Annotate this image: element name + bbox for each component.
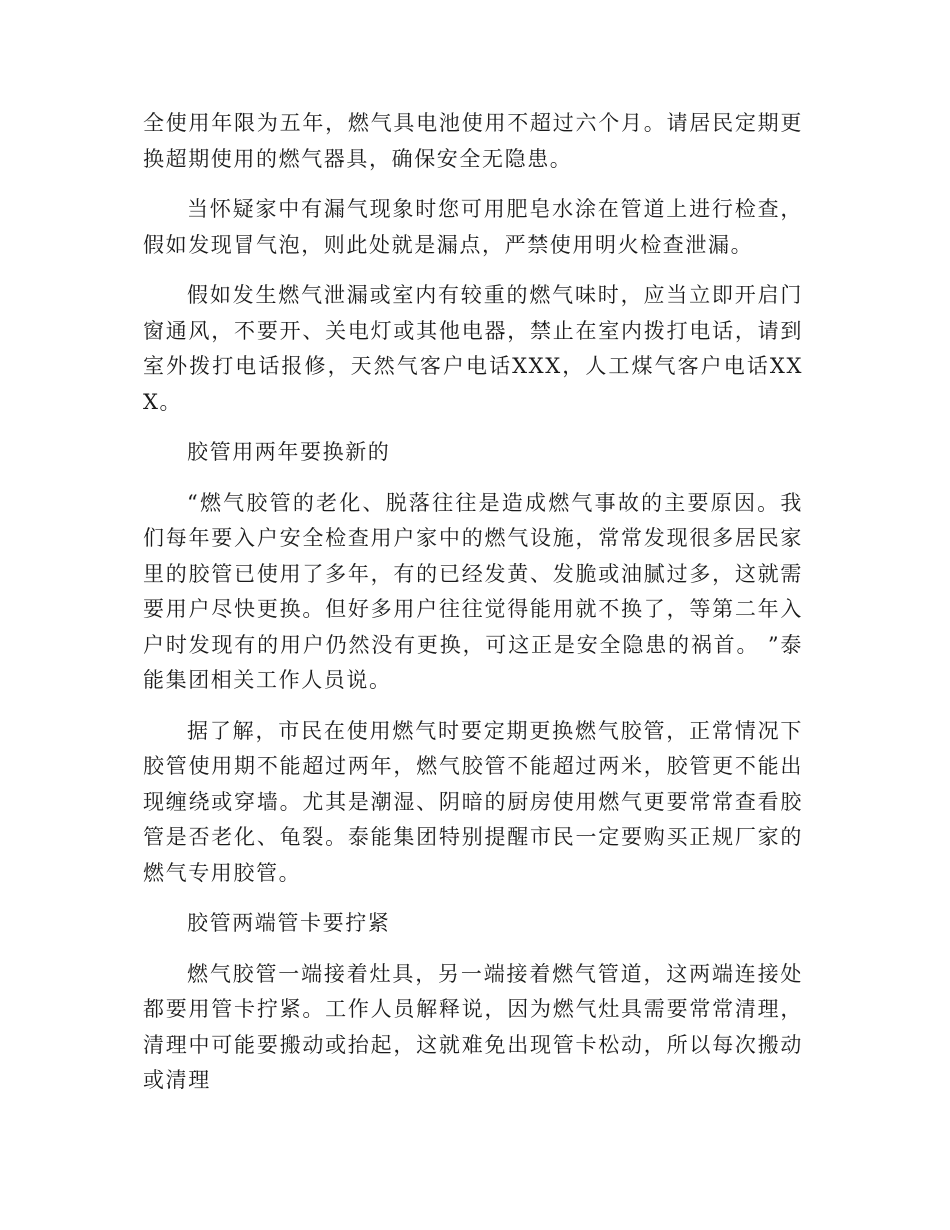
paragraph-leak-response: 假如发生燃气泄漏或室内有较重的燃气味时，应当立即开启门窗通风，不要开、关电灯或其他电器，禁止在室内拨打电话，请到室外拨打电话报修，天然气客户电话XXX，人工煤气客户电话XXX。	[143, 283, 803, 414]
section-heading-hose-clamps: 胶管两端管卡要拧紧	[187, 911, 391, 935]
paragraph-continuation: 全使用年限为五年，燃气具电池使用不超过六个月。请居民定期更换超期使用的燃气器具，确保安全无隐患。	[143, 111, 803, 171]
paragraph-clamp-explanation: 燃气胶管一端接着灶具，另一端接着燃气管道，这两端连接处都要用管卡拧紧。工作人员解释说，因为燃气灶具需要常常清理，清理中可能要搬动或抬起，这就难免出现管卡松动，所以每次搬动或清理	[143, 961, 803, 1092]
section-heading-hose-replacement: 胶管用两年要换新的	[187, 440, 391, 464]
paragraph-staff-quote: “燃气胶管的老化、脱落往往是造成燃气事故的主要原因。我们每年要入户安全检查用户家中的燃气设施，常常发现很多居民家里的胶管已使用了多年，有的已经发黄、发脆或油腻过多，这就需要用户尽快更换。但好多用户往往觉得能用就不换了，等第二年入户时发现有的用户仍然没有更换，可这正是安全隐患的祸首。 ”泰能集团相关工作人员说。	[143, 490, 803, 692]
document-body	[143, 106, 803, 1114]
paragraph-leak-check: 当怀疑家中有漏气现象时您可用肥皂水涂在管道上进行检查，假如发现冒气泡，则此处就是漏点，严禁使用明火检查泄漏。	[143, 197, 803, 257]
paragraph-hose-rules: 据了解，市民在使用燃气时要定期更换燃气胶管，正常情况下胶管使用期不能超过两年，燃气胶管不能超过两米，胶管更不能出现缠绕或穿墙。尤其是潮湿、阴暗的厨房使用燃气更要常常查看胶管是否老化、龟裂。泰能集团特别提醒市民一定要购买正规厂家的燃气专用胶管。	[143, 718, 803, 885]
